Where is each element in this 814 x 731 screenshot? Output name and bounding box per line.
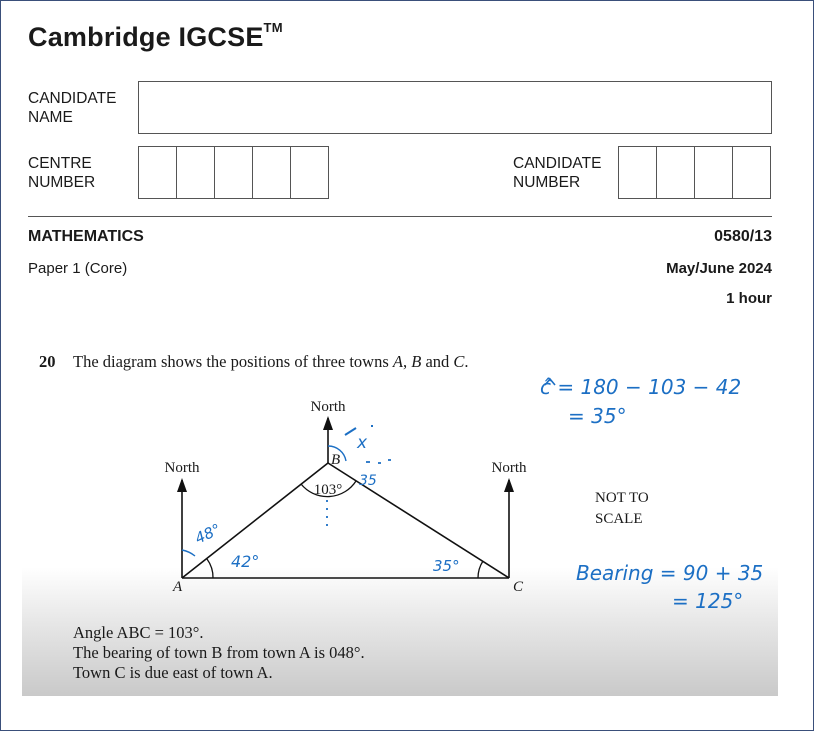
trademark-mark: TM xyxy=(263,20,283,35)
centre-number-label: CENTRE NUMBER xyxy=(28,155,96,191)
side-bc xyxy=(328,463,509,578)
north-label-b: North xyxy=(310,399,346,415)
paper-name: Paper 1 (Core) xyxy=(28,260,128,277)
exam-duration: 1 hour xyxy=(726,290,772,307)
north-arrowhead-a xyxy=(177,478,187,492)
brand-title: Cambridge IGCSE™ xyxy=(28,20,283,52)
handwritten-angle-42: 42° xyxy=(231,552,260,571)
subject-title: MATHEMATICS xyxy=(28,228,144,245)
handwritten-x: x xyxy=(357,433,368,453)
exam-session: May/June 2024 xyxy=(666,260,772,277)
point-b-label: B xyxy=(331,452,341,468)
question-stem: The diagram shows the positions of three towns A, B and C. xyxy=(73,352,469,371)
question-fact: The bearing of town B from town A is 048°. xyxy=(73,643,365,662)
question-number: 20 xyxy=(39,352,56,371)
question-fact: Town C is due east of town A. xyxy=(73,663,273,682)
question-fact: Angle ABC = 103°. xyxy=(73,623,204,642)
north-label-a: North xyxy=(164,460,200,476)
point-a-label: A xyxy=(173,579,183,595)
handwritten-calc-line2: = 35° xyxy=(568,404,627,428)
handwritten-calc-line1: ĉ = 180 − 103 − 42 xyxy=(540,375,742,399)
candidate-name-label: CANDIDATE NAME xyxy=(28,90,117,126)
pen-mark xyxy=(345,428,356,435)
angle-arc-a xyxy=(207,559,213,578)
paper-code: 0580/13 xyxy=(714,228,772,245)
north-label-c: North xyxy=(491,460,527,476)
candidate-number-label: CANDIDATE NUMBER xyxy=(513,155,602,191)
handwritten-bearing-line1: Bearing = 90 + 35 xyxy=(576,561,764,585)
not-to-scale-line1: NOT TO xyxy=(595,490,649,506)
handwritten-angle-35-b: 35 xyxy=(359,473,377,489)
handwritten-bearing-line2: = 125° xyxy=(672,589,744,613)
handwritten-angle-48: 48° xyxy=(192,520,224,548)
handwritten-arc-a xyxy=(182,550,195,556)
angle-arc-c xyxy=(478,561,483,578)
point-c-label: C xyxy=(513,579,524,595)
dotted-marks xyxy=(366,460,391,463)
handwritten-angle-35-c: 35° xyxy=(433,557,460,575)
north-arrowhead-c xyxy=(504,478,514,492)
north-arrowhead-b xyxy=(323,416,333,430)
angle-b-label: 103° xyxy=(313,482,343,498)
not-to-scale-line2: SCALE xyxy=(595,511,643,527)
